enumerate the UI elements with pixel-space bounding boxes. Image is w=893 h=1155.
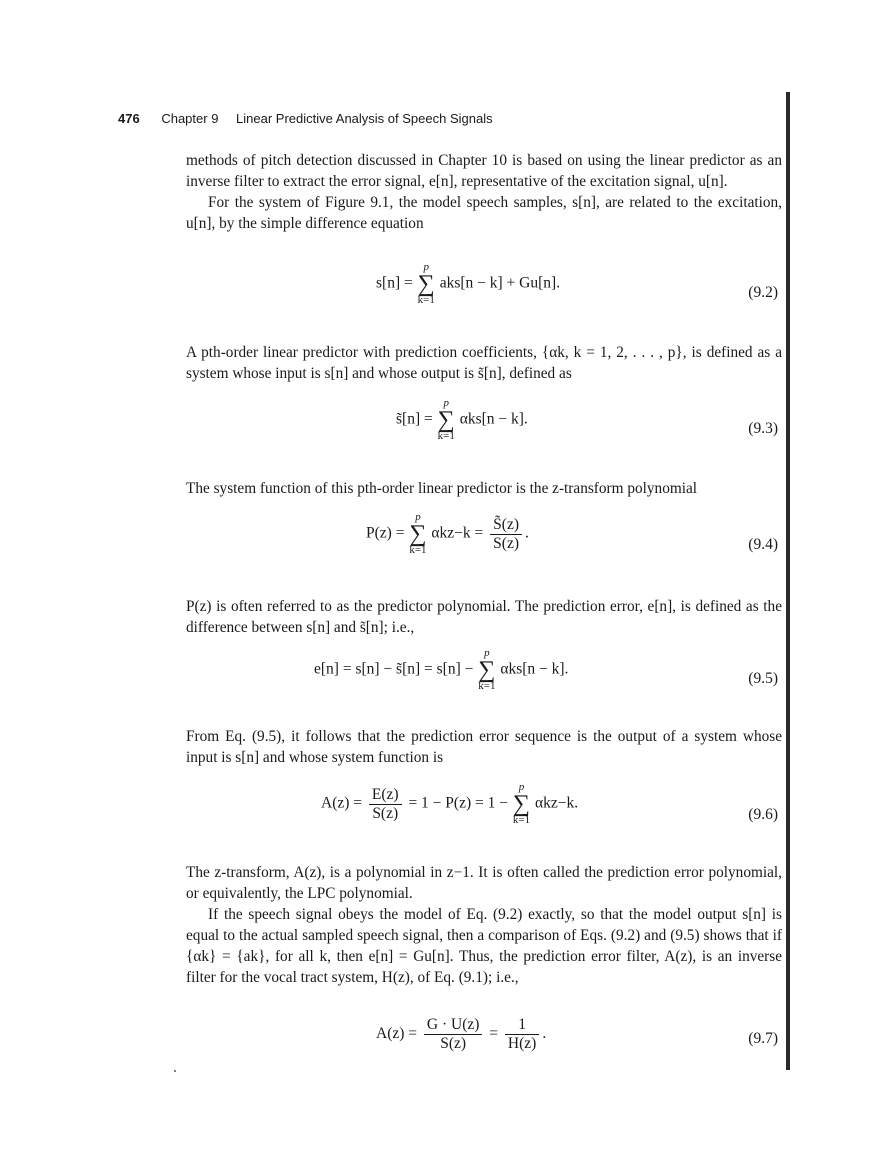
summation-symbol: p ∑ k=1 (512, 781, 531, 826)
eq96-lhs: A(z) = (321, 794, 363, 812)
summation-symbol: p ∑ k=1 (417, 261, 435, 306)
eq95-rhs: αks[n − k]. (500, 660, 569, 678)
paragraph-4: The system function of this pth-order linear predictor is the z-transform polynomial (186, 480, 698, 497)
eq97-lhs: A(z) = (376, 1025, 418, 1043)
summation-symbol: p ∑ k=1 (478, 647, 496, 692)
fraction: $\frac{1}{H(z)}$ (505, 1016, 539, 1053)
paragraph-2: For the system of Figure 9.1, the model speech samples, s[n], are related to the excitation, u[n], by the simple difference equation (186, 194, 782, 232)
paragraph-5: P(z) is often referred to as the predictor polynomial. The prediction error, e[n], is defined as the difference between s[n] and s̃[n]; i.e., (186, 598, 782, 636)
eq93-number: (9.3) (748, 420, 778, 437)
margin-bar (786, 92, 790, 1070)
text-block-5 (186, 726, 782, 768)
paragraph-8: If the speech signal obeys the model of Eq. (9.2) exactly, so that the model output s[n] is equal to the actual sampled speech signal, then a comparison of Eqs. (9.2) and (9.5) shows that if {αk} = {ak}, for all k, then e[n] = Gu[n]. Thus, the prediction error filter, A(z), is an inverse filter for the vocal tract system, H(z), of Eq. (9.1); i.e., (186, 906, 782, 986)
text-block-4 (186, 596, 782, 638)
text-block-3 (186, 478, 782, 499)
fraction: $\frac{S̃(z)}{S(z)}$ (490, 516, 522, 553)
fraction: $\frac{G \cdot U(z)}{S(z)}$ (424, 1016, 483, 1053)
summation-symbol: p ∑ k=1 (409, 511, 427, 556)
eq92-lhs: s[n] = (376, 274, 413, 292)
eq96-mid: = 1 − P(z) = 1 − (408, 794, 508, 812)
equation-9-5 (186, 648, 782, 710)
summation-symbol: p ∑ k=1 (437, 397, 455, 442)
eq94-lhs: P(z) = (366, 524, 405, 542)
equation-9-7: A(z) = $\frac{G \cdot U(z)}{S(z)}$ = $\frac{1}{H(z)}$ . (9.7) (376, 1016, 778, 1052)
equation-9-6 (186, 782, 782, 848)
running-header (118, 111, 493, 126)
paragraph-7: The z-transform, A(z), is a polynomial in z−1. It is often called the prediction error polynomial, or equivalently, the LPC polynomial. (186, 864, 782, 902)
text-block-6 (186, 862, 782, 988)
text-block-1 (186, 150, 782, 234)
eq94-number: (9.4) (748, 536, 778, 553)
stray-mark (174, 1070, 176, 1072)
text-block-2 (186, 342, 782, 384)
eq96-rhs: αkz−k. (534, 794, 579, 812)
equation-9-3 (186, 398, 782, 460)
chapter-label: Chapter 9 (161, 111, 219, 126)
equation-9-4: P(z) = p ∑ k=1 αkz−k = $\frac{S̃(z)}{S(z)}$ . (9.4) (366, 511, 778, 556)
equation-9-2 (186, 262, 782, 324)
eq95-lhs: e[n] = s[n] − s̃[n] = s[n] − (314, 660, 474, 678)
eq93-lhs: s̃[n] = (396, 410, 433, 428)
eq92-rhs: aks[n − k] + Gu[n]. (439, 274, 561, 292)
eq97-number: (9.7) (748, 1030, 778, 1047)
paragraph-6: From Eq. (9.5), it follows that the prediction error sequence is the output of a system whose input is s[n] and whose system function is (186, 728, 782, 766)
eq93-rhs: αks[n − k]. (459, 410, 528, 428)
page-number: 476 (118, 111, 140, 126)
paragraph-3: A pth-order linear predictor with prediction coefficients, {αk, k = 1, 2, . . . , p}, is defined as a system whose input is s[n] and whose output is s̃[n], defined as (186, 344, 782, 382)
chapter-title: Linear Predictive Analysis of Speech Signals (236, 111, 493, 126)
eq95-number: (9.5) (748, 670, 778, 687)
paragraph-1: methods of pitch detection discussed in Chapter 10 is based on using the linear predictor as an inverse filter to extract the error signal, e[n], representative of the excitation signal, u[n]. (186, 152, 782, 190)
fraction: $\frac{E(z)}{S(z)}$ (369, 786, 402, 823)
eq92-number: (9.2) (748, 284, 778, 301)
eq96-number: (9.6) (748, 806, 778, 823)
eq94-mid: αkz−k = (431, 524, 484, 542)
